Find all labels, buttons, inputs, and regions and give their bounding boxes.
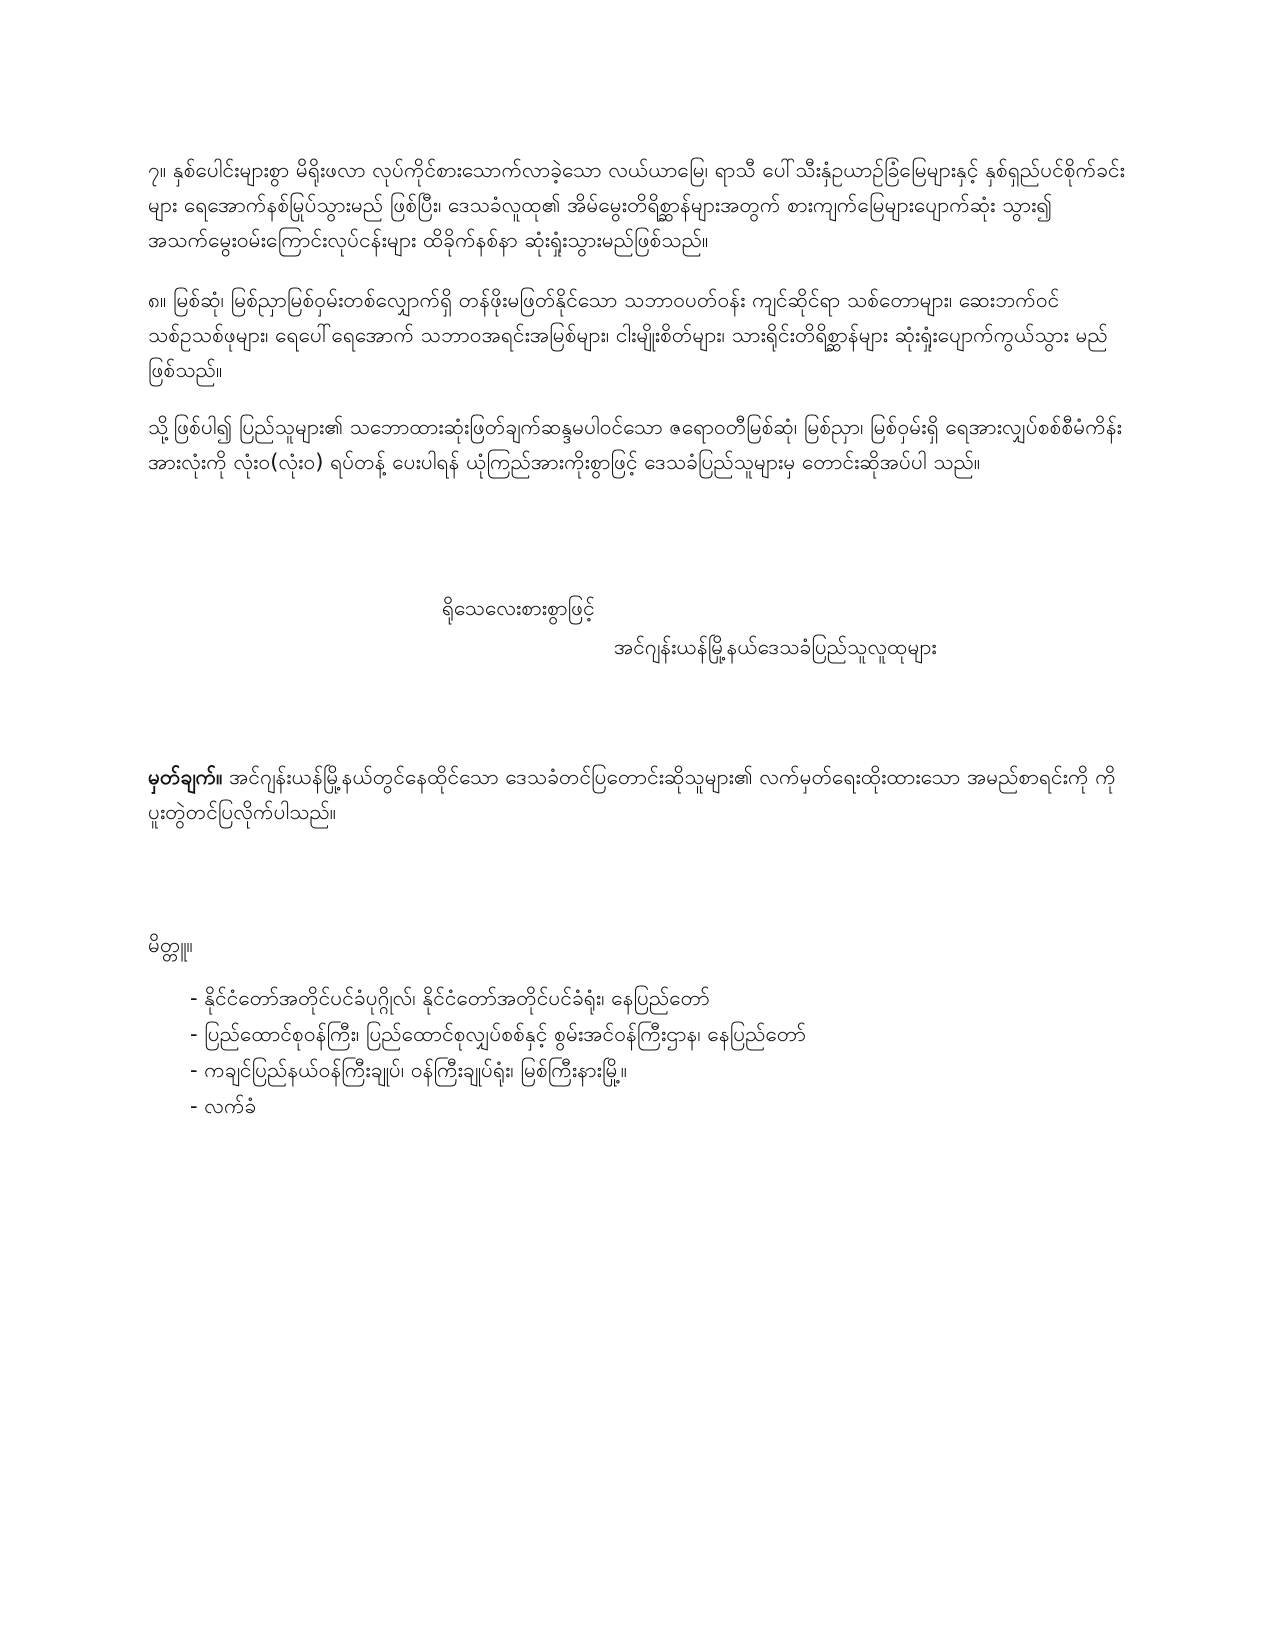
copy-to-item: - ပြည်ထောင်စုဝန်ကြီး၊ ပြည်ထောင်စုလျှပ်စစ်နှင့် စွမ်းအင်ဝန်ကြီးဌာန၊ နေပြည်တော် xyxy=(190,1022,806,1046)
note-label: မှတ်ချက်။ xyxy=(148,765,223,789)
copy-to-item: - နိုင်ငံတော်အတိုင်ပင်ခံပုဂ္ဂိုလ်၊ နိုင်ငံတော်အတိုင်ပင်ခံရုံး၊ နေပြည်တော် xyxy=(190,986,710,1010)
copy-to-list xyxy=(190,980,806,1124)
closing-paragraph: သို့ဖြစ်ပါ၍ ပြည်သူများ၏ သဘောထားဆုံးဖြတ်ချက်ဆန္ဒမပါဝင်သော ဇရောဝတီမြစ်ဆုံ၊ မြစ်ညှာ၊ မြစ်ဝှမ်းရှိ ရေအားလျှပ်စစ်စီမံကိန်း အားလုံးကို လုံးဝ(လုံးဝ) ရပ်တန့် ပေးပါရန် ယုံကြည်အားကိုးစွာဖြင့် ဒေသခံပြည်သူများမှ တောင်းဆိုအပ်ပါ သည်။ xyxy=(148,415,1123,474)
closing-greeting: ရိုသေလေးစားစွာဖြင့် xyxy=(442,596,595,620)
paragraph-7: ၇။ နှစ်ပေါင်းများစွာ မိရိုးဖလာ လုပ်ကိုင်စားသောက်လာခဲ့သော လယ်ယာမြေ၊ ရာသီ ပေါ်သီးနှံဥယာဉ်ခြံမြေများနှင့် နှစ်ရှည်ပင်စိုက်ခင်းများ ရေအောက်နစ်မြုပ်သွားမည် ဖြစ်ပြီး၊ ဒေသခံလူထု၏ အိမ်မွေးတိရိစ္ဆာန်များအတွက် စားကျက်မြေများပျောက်ဆုံး သွား၍ အသက်မွေးဝမ်းကြောင်းလုပ်ငန်းများ ထိခိုက်နစ်နာ ဆုံးရှုံးသွားမည်ဖြစ်သည်။ xyxy=(148,158,1126,252)
note-text: အင်ဂျန်းယန်မြို့နယ်တွင်နေထိုင်သော ဒေသခံတင်ပြတောင်းဆိုသူများ၏ လက်မှတ်ရေးထိုးထားသော အမည်စာရင်းကို ကိုပူးတွဲတင်ပြလိုက်ပါသည်။ xyxy=(148,765,1116,824)
copy-to-label: မိတ္တူ။ xyxy=(148,933,193,957)
signer-name: အင်ဂျန်းယန်မြို့နယ်ဒေသခံပြည်သူလူထုများ xyxy=(614,635,937,659)
paragraph-8: ၈။ မြစ်ဆုံ၊ မြစ်ညှာမြစ်ဝှမ်းတစ်လျှောက်ရှိ တန်ဖိုးမဖြတ်နိုင်သော သဘာဝပတ်ဝန်း ကျင်ဆိုင်ရာ သစ်တောများ၊ ဆေးဘက်ဝင်သစ်ဥသစ်ဖုများ၊ ရေပေါ်ရေအောက် သဘာဝအရင်းအမြစ်များ၊ ငါးမျိုးစိတ်များ၊ သားရိုင်းတိရိစ္ဆာန်များ ဆုံးရှုံးပျောက်ကွယ်သွား မည်ဖြစ်သည်။ xyxy=(148,288,1108,382)
note-paragraph xyxy=(148,760,1138,830)
copy-to-item: - ကချင်ပြည်နယ်ဝန်ကြီးချုပ်၊ ဝန်ကြီးချုပ်ရုံး၊ မြစ်ကြီးနားမြို့။ xyxy=(190,1058,628,1082)
copy-to-item: - လက်ခံ xyxy=(190,1094,257,1118)
